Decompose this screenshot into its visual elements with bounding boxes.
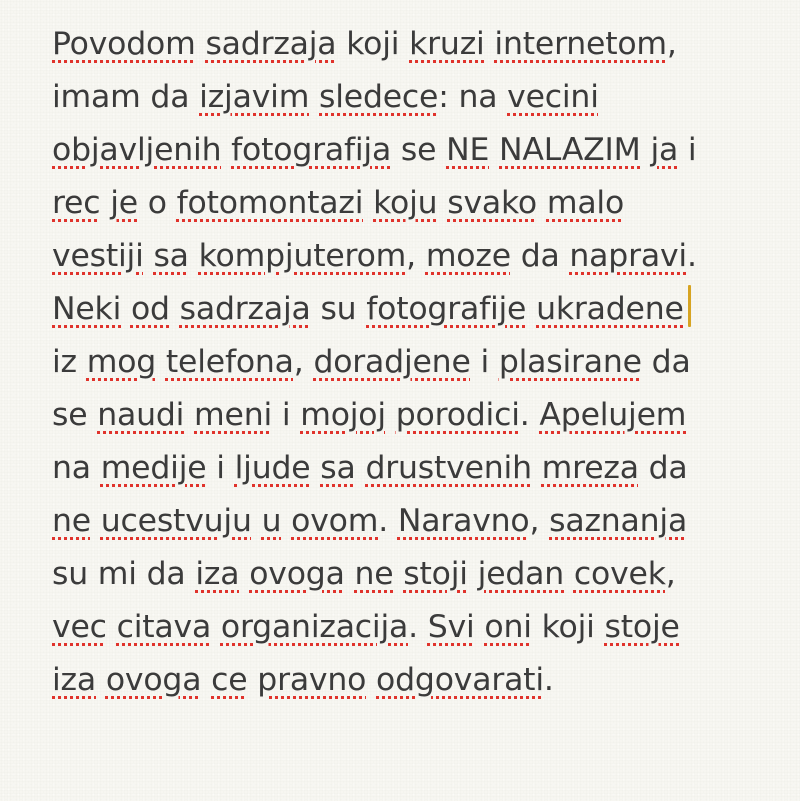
note-text: i xyxy=(272,397,301,433)
misspelled-word[interactable]: sadrzaja xyxy=(205,26,337,62)
misspelled-word[interactable]: ne xyxy=(354,556,394,592)
note-text: su mi da xyxy=(52,556,196,592)
misspelled-word[interactable]: od xyxy=(130,291,170,327)
misspelled-word[interactable]: ovom xyxy=(291,503,379,539)
note-text: i xyxy=(206,450,235,486)
note-text: , xyxy=(665,556,676,592)
misspelled-word[interactable]: ovoga xyxy=(249,556,345,592)
note-text xyxy=(537,185,547,221)
note-text: imam da xyxy=(52,79,200,115)
misspelled-word[interactable]: meni xyxy=(194,397,273,433)
note-text: koji xyxy=(531,609,605,645)
note-text-editor[interactable] xyxy=(52,18,792,707)
misspelled-word[interactable]: internetom xyxy=(494,26,667,62)
misspelled-word[interactable]: ja xyxy=(650,132,679,168)
note-line xyxy=(52,336,792,389)
note-text: na xyxy=(52,450,101,486)
misspelled-word[interactable]: napravi xyxy=(569,238,687,274)
misspelled-word[interactable]: iza xyxy=(52,662,96,698)
note-text: . xyxy=(543,662,554,698)
misspelled-word[interactable]: odgovarati xyxy=(376,662,544,698)
note-text xyxy=(201,662,211,698)
note-text xyxy=(211,609,221,645)
note-text xyxy=(100,185,110,221)
note-text: se xyxy=(52,397,98,433)
misspelled-word[interactable]: ljude xyxy=(234,450,311,486)
text-cursor xyxy=(688,285,691,327)
note-line xyxy=(52,548,792,601)
note-text xyxy=(641,132,651,168)
note-text xyxy=(363,185,373,221)
note-text: se xyxy=(391,132,447,168)
misspelled-word[interactable]: oni xyxy=(484,609,532,645)
note-line xyxy=(52,495,792,548)
misspelled-word[interactable]: naudi xyxy=(97,397,185,433)
misspelled-word[interactable]: ovoga xyxy=(105,662,202,698)
note-text: , xyxy=(406,238,426,274)
note-text xyxy=(489,132,499,168)
note-text xyxy=(281,503,291,539)
note-text xyxy=(96,662,106,698)
misspelled-word[interactable]: porodici xyxy=(395,397,520,433)
misspelled-word[interactable]: malo xyxy=(546,185,625,221)
misspelled-word[interactable]: fotografije xyxy=(366,291,527,327)
note-text xyxy=(121,291,131,327)
note-text xyxy=(170,291,180,327)
note-text: . xyxy=(408,609,428,645)
misspelled-word[interactable]: u xyxy=(261,503,282,539)
note-text xyxy=(526,291,536,327)
misspelled-word[interactable]: objavljenih xyxy=(52,132,222,168)
misspelled-word[interactable]: ukradene xyxy=(536,291,684,327)
note-text xyxy=(393,556,403,592)
misspelled-word[interactable]: stoji xyxy=(403,556,468,592)
misspelled-word[interactable]: fotografija xyxy=(231,132,392,168)
misspelled-word[interactable]: stoje xyxy=(604,609,680,645)
note-text: , xyxy=(666,26,677,62)
note-text: da xyxy=(510,238,570,274)
misspelled-word[interactable]: kompjuterom xyxy=(198,238,407,274)
note-text: i xyxy=(678,132,697,168)
note-text xyxy=(252,503,262,539)
misspelled-word[interactable]: saznanja xyxy=(549,503,688,539)
note-text xyxy=(184,397,194,433)
misspelled-word[interactable]: organizacija xyxy=(220,609,409,645)
misspelled-word[interactable]: pravno xyxy=(257,662,367,698)
note-text xyxy=(156,344,166,380)
note-text xyxy=(310,450,320,486)
note-text xyxy=(468,556,478,592)
misspelled-word[interactable]: drustvenih xyxy=(365,450,532,486)
note-text: iz xyxy=(52,344,87,380)
misspelled-word[interactable]: Svi xyxy=(427,609,475,645)
note-line xyxy=(52,18,792,71)
misspelled-word[interactable]: vec xyxy=(52,609,107,645)
note-text: , xyxy=(529,503,550,539)
note-text: , xyxy=(293,344,314,380)
note-text xyxy=(239,556,249,592)
note-text xyxy=(356,450,366,486)
note-text xyxy=(189,238,199,274)
misspelled-word[interactable]: sa xyxy=(320,450,356,486)
misspelled-word[interactable]: svako xyxy=(447,185,537,221)
misspelled-word[interactable]: moze xyxy=(425,238,511,274)
note-text xyxy=(247,662,257,698)
misspelled-word[interactable]: mog xyxy=(86,344,157,380)
misspelled-word[interactable]: mreza xyxy=(541,450,639,486)
note-text: koji xyxy=(336,26,410,62)
note-line xyxy=(52,283,792,336)
misspelled-word[interactable]: Neki xyxy=(52,291,122,327)
note-line xyxy=(52,124,792,177)
note-line xyxy=(52,601,792,654)
note-line xyxy=(52,442,792,495)
note-text xyxy=(144,238,154,274)
misspelled-word[interactable]: iza xyxy=(195,556,240,592)
misspelled-word[interactable]: ce xyxy=(211,662,248,698)
misspelled-word[interactable]: koju xyxy=(373,185,438,221)
note-text: . xyxy=(378,503,398,539)
misspelled-word[interactable]: sa xyxy=(153,238,189,274)
note-text: da xyxy=(638,450,688,486)
note-text: : na xyxy=(438,79,508,115)
note-text xyxy=(475,609,485,645)
misspelled-word[interactable]: sadrzaja xyxy=(179,291,311,327)
misspelled-word[interactable]: izjavim xyxy=(199,79,310,115)
misspelled-word[interactable]: plasirane xyxy=(498,344,642,380)
misspelled-word[interactable]: Naravno xyxy=(397,503,530,539)
misspelled-word[interactable]: jedan xyxy=(477,556,565,592)
note-text xyxy=(196,26,206,62)
note-text xyxy=(564,556,574,592)
note-text xyxy=(366,662,376,698)
misspelled-word[interactable]: ne xyxy=(52,503,91,539)
misspelled-word[interactable]: rec xyxy=(52,185,101,221)
note-text xyxy=(107,609,117,645)
note-line xyxy=(52,389,792,442)
note-line xyxy=(52,230,792,283)
note-text: . xyxy=(519,397,540,433)
note-line xyxy=(52,177,792,230)
note-text xyxy=(386,397,396,433)
misspelled-word[interactable]: NALAZIM xyxy=(499,132,641,168)
note-text: i xyxy=(470,344,499,380)
misspelled-word[interactable]: mojoj xyxy=(300,397,386,433)
note-text: o xyxy=(137,185,177,221)
note-text xyxy=(345,556,355,592)
misspelled-word[interactable]: doradjene xyxy=(313,344,471,380)
note-text: da xyxy=(641,344,691,380)
note-text xyxy=(485,26,495,62)
misspelled-word[interactable]: vecini xyxy=(507,79,599,115)
misspelled-word[interactable]: covek xyxy=(573,556,666,592)
note-text xyxy=(309,79,319,115)
note-text: su xyxy=(310,291,367,327)
misspelled-word[interactable]: NE xyxy=(446,132,490,168)
misspelled-word[interactable]: fotomontazi xyxy=(176,185,364,221)
note-line xyxy=(52,654,792,707)
note-text xyxy=(532,450,542,486)
note-text: . xyxy=(686,238,697,274)
misspelled-word[interactable]: medije xyxy=(100,450,207,486)
misspelled-word[interactable]: ucestvuju xyxy=(100,503,252,539)
misspelled-word[interactable]: vestiji xyxy=(52,238,144,274)
note-text xyxy=(437,185,447,221)
note-text xyxy=(221,132,231,168)
note-line xyxy=(52,71,792,124)
misspelled-word[interactable]: Povodom xyxy=(52,26,196,62)
note-text xyxy=(91,503,101,539)
misspelled-word[interactable]: je xyxy=(110,185,138,221)
misspelled-word[interactable]: Apelujem xyxy=(539,397,687,433)
misspelled-word[interactable]: kruzi xyxy=(409,26,485,62)
misspelled-word[interactable]: citava xyxy=(116,609,212,645)
misspelled-word[interactable]: telefona xyxy=(165,344,294,380)
misspelled-word[interactable]: sledece xyxy=(319,79,439,115)
